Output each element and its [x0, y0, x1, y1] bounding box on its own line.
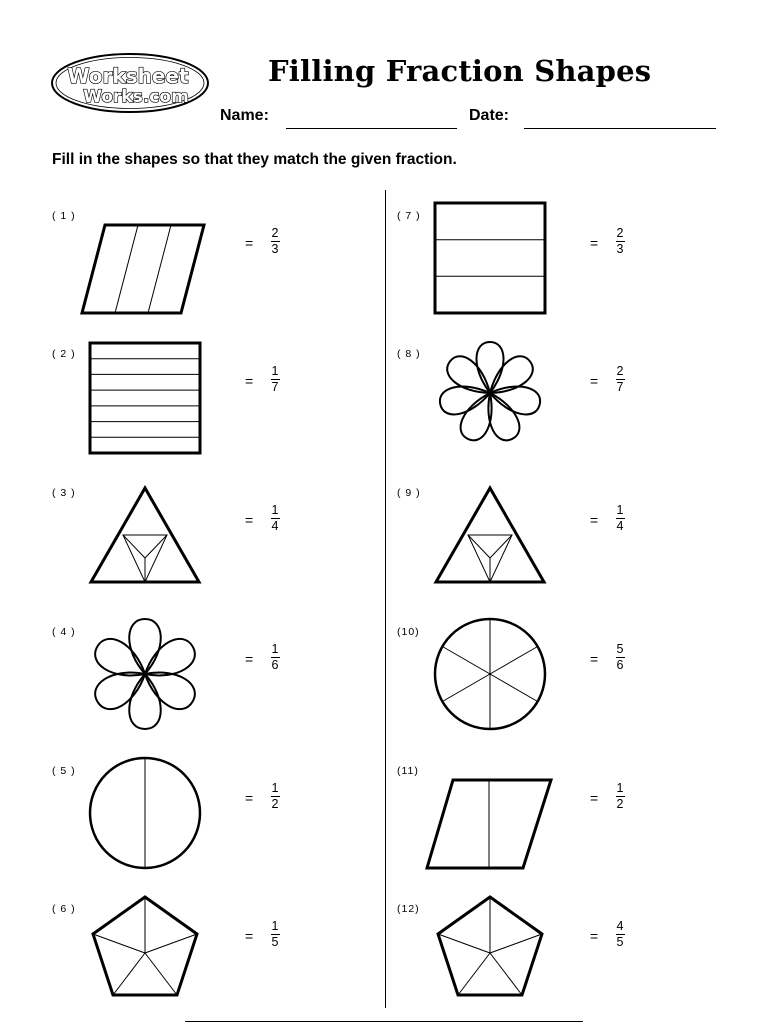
- problem-11: [397, 765, 727, 895]
- fraction: [268, 227, 282, 256]
- problem-number: ( 3 ): [52, 487, 76, 499]
- halved-parallelogram-icon[interactable]: [425, 778, 553, 870]
- fraction-denominator: 3: [271, 242, 279, 256]
- instructions: Fill in the shapes so that they match the given fraction.: [52, 151, 457, 168]
- equals-sign: =: [245, 651, 254, 667]
- fraction-numerator: 1: [616, 781, 624, 795]
- worksheetworks-logo: [50, 52, 210, 114]
- equals-sign: =: [245, 373, 254, 389]
- equals-sign: =: [590, 512, 599, 528]
- fraction-numerator: 1: [616, 503, 624, 517]
- problem-number: ( 5 ): [52, 765, 76, 777]
- column-divider: [385, 190, 386, 1008]
- fraction-denominator: 6: [616, 658, 624, 672]
- fraction-denominator: 2: [616, 797, 624, 811]
- problem-2: [52, 348, 382, 478]
- problem-number: ( 6 ): [52, 903, 76, 915]
- fraction-denominator: 5: [271, 935, 279, 949]
- problem-number: ( 7 ): [397, 210, 421, 222]
- equals-sign: =: [245, 790, 254, 806]
- equals-sign: =: [245, 235, 254, 251]
- fraction-denominator: 4: [271, 519, 279, 533]
- problem-number: (10): [397, 626, 420, 638]
- equals-sign: =: [590, 235, 599, 251]
- problem-10: [397, 626, 727, 756]
- equals-sign: =: [590, 651, 599, 667]
- fraction-numerator: 2: [616, 226, 624, 240]
- problem-number: ( 2 ): [52, 348, 76, 360]
- fraction-numerator: 1: [271, 919, 279, 933]
- fraction-numerator: 1: [271, 364, 279, 378]
- fraction-numerator: 1: [271, 642, 279, 656]
- fraction-numerator: 4: [616, 919, 624, 933]
- fraction: [613, 227, 627, 256]
- problem-number: ( 8 ): [397, 348, 421, 360]
- divided-triangle-icon[interactable]: [88, 485, 202, 585]
- name-field[interactable]: [286, 128, 457, 129]
- date-field[interactable]: [524, 128, 716, 129]
- fraction: [268, 643, 282, 672]
- six-sector-circle-icon[interactable]: [433, 617, 547, 731]
- equals-sign: =: [590, 928, 599, 944]
- logo-line-1: Worksheet: [67, 64, 189, 88]
- fraction-numerator: 5: [616, 642, 624, 656]
- fraction: [268, 365, 282, 394]
- fraction-denominator: 3: [616, 242, 624, 256]
- problem-5: [52, 765, 382, 895]
- fraction: [268, 782, 282, 811]
- fraction-denominator: 6: [271, 658, 279, 672]
- halved-circle-icon[interactable]: [88, 756, 202, 870]
- fraction: [613, 504, 627, 533]
- equals-sign: =: [245, 928, 254, 944]
- fraction-denominator: 7: [616, 380, 624, 394]
- problem-7: [397, 210, 727, 340]
- fraction: [613, 365, 627, 394]
- fraction: [613, 643, 627, 672]
- fraction-numerator: 2: [616, 364, 624, 378]
- fraction: [268, 504, 282, 533]
- problem-number: ( 9 ): [397, 487, 421, 499]
- six-petal-flower-icon[interactable]: [93, 617, 197, 731]
- equals-sign: =: [590, 373, 599, 389]
- equals-sign: =: [245, 512, 254, 528]
- fraction-numerator: 2: [271, 226, 279, 240]
- problem-1: [52, 210, 382, 340]
- name-label: Name:: [220, 107, 269, 124]
- fraction-numerator: 1: [271, 781, 279, 795]
- equals-sign: =: [590, 790, 599, 806]
- problem-number: ( 4 ): [52, 626, 76, 638]
- seven-petal-flower-icon[interactable]: [434, 340, 546, 450]
- logo-line-2: Works.com: [83, 87, 189, 107]
- problem-8: [397, 348, 727, 478]
- problem-6: [52, 903, 382, 1033]
- problem-4: [52, 626, 382, 756]
- footer-rule: [185, 1021, 583, 1022]
- divided-triangle-icon[interactable]: [433, 485, 547, 585]
- fraction: [268, 920, 282, 949]
- problem-3: [52, 487, 382, 617]
- problem-9: [397, 487, 727, 617]
- date-label: Date:: [469, 107, 510, 124]
- problem-number: (11): [397, 765, 419, 777]
- problem-number: ( 1 ): [52, 210, 76, 222]
- page-title: Filling Fraction Shapes: [268, 54, 652, 88]
- fraction-denominator: 4: [616, 519, 624, 533]
- fraction-denominator: 2: [271, 797, 279, 811]
- pentagon-icon[interactable]: [90, 894, 200, 998]
- fraction: [613, 920, 627, 949]
- problem-number: (12): [397, 903, 420, 915]
- parallelogram-icon[interactable]: [80, 223, 206, 315]
- fraction-denominator: 5: [616, 935, 624, 949]
- three-band-square-icon[interactable]: [433, 201, 547, 315]
- problem-12: [397, 903, 727, 1033]
- fraction: [613, 782, 627, 811]
- pentagon-icon[interactable]: [435, 894, 545, 998]
- fraction-numerator: 1: [271, 503, 279, 517]
- striped-square-icon[interactable]: [88, 341, 202, 455]
- fraction-denominator: 7: [271, 380, 279, 394]
